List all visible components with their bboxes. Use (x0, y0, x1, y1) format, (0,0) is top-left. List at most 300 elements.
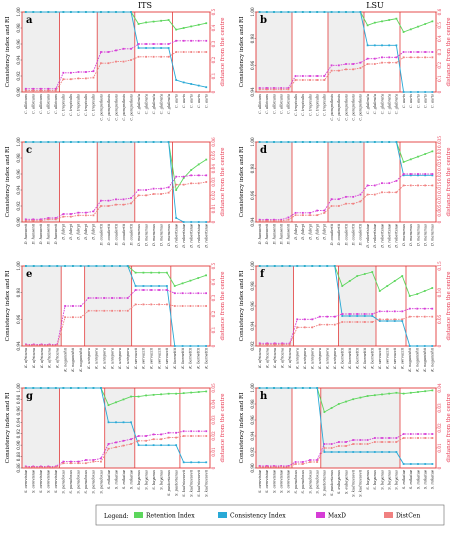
x-tick-label: S. paradoxus (308, 470, 313, 494)
data-point (123, 141, 125, 143)
data-point (288, 11, 290, 13)
right-tick-label: 0.05 (211, 383, 216, 393)
data-point (198, 430, 200, 432)
data-point (138, 189, 140, 191)
legend-swatch-distcen (384, 512, 393, 518)
data-point (266, 88, 268, 90)
x-tick-label: S. cerevisiae (257, 470, 262, 494)
panel-f (239, 261, 452, 373)
x-tick-label: S. paradoxus (76, 470, 81, 494)
x-tick-label: S. pastorianus (174, 470, 179, 496)
x-tick-label: S. mikatae (121, 470, 126, 490)
data-point (324, 141, 326, 143)
data-point (62, 141, 64, 143)
data-point (145, 43, 147, 45)
data-point (360, 11, 362, 13)
x-tick-label: D. hansenii (24, 224, 29, 245)
x-tick-label: D. fabryi (322, 224, 327, 240)
data-point (356, 321, 358, 323)
data-point (88, 310, 90, 312)
data-point (403, 31, 405, 33)
data-point (394, 320, 396, 322)
data-point (309, 387, 311, 389)
data-point (338, 403, 340, 405)
x-tick-label: C. parapsilosis (344, 94, 349, 121)
data-point (324, 451, 326, 453)
data-point (40, 11, 42, 13)
x-tick-label: K. africana (24, 348, 29, 368)
x-tick-label: S. eubayanus (344, 470, 349, 495)
data-point (174, 305, 176, 307)
x-tick-label: S. cerevisiae (286, 470, 291, 494)
x-tick-label: S. paradoxus (84, 470, 89, 494)
x-tick-label: S. kudriavzevii (189, 470, 194, 497)
data-point (108, 443, 110, 445)
data-point (424, 308, 426, 310)
data-point (360, 443, 362, 445)
x-tick-label: S. mikatae (409, 470, 414, 490)
data-point (175, 51, 177, 53)
data-point (205, 435, 207, 437)
data-point (326, 316, 328, 318)
x-tick-label: K. barnettii (196, 348, 201, 369)
data-point (96, 265, 98, 267)
data-point (145, 22, 147, 24)
data-point (62, 72, 64, 74)
left-tick-label: 0.96 (250, 190, 255, 200)
data-point (80, 265, 82, 267)
left-tick-label: 0.96 (250, 301, 255, 311)
x-tick-label: K. servazzii (133, 348, 138, 369)
data-point (183, 176, 185, 178)
data-point (25, 265, 27, 267)
data-point (396, 392, 398, 394)
data-point (160, 444, 162, 446)
data-point (345, 445, 347, 447)
data-point (388, 19, 390, 21)
x-tick-label: S. bayanus (394, 470, 399, 490)
left-tick-label: 0.98 (250, 281, 255, 291)
right-tick-label: 0.1 (211, 72, 216, 80)
right-tick-label: 0.1 (211, 326, 216, 334)
data-point (360, 201, 362, 203)
data-point (316, 75, 318, 77)
data-point (309, 11, 311, 13)
data-point (175, 217, 177, 219)
data-point (166, 304, 168, 306)
data-point (190, 430, 192, 432)
data-point (352, 63, 354, 65)
data-point (296, 265, 298, 267)
data-point (331, 205, 333, 207)
data-point (160, 56, 162, 58)
data-point (100, 51, 102, 53)
data-point (100, 458, 102, 460)
data-point (424, 316, 426, 318)
x-tick-label: K. naganishii (63, 348, 68, 372)
data-point (130, 421, 132, 423)
data-point (367, 194, 369, 196)
data-point (338, 64, 340, 66)
x-tick-label: D. hansenii (272, 224, 277, 245)
data-point (324, 411, 326, 413)
data-point (135, 272, 137, 274)
data-point (410, 437, 412, 439)
data-point (153, 434, 155, 436)
y-axis-label-left: Consistency index and RI (5, 146, 11, 218)
right-tick-label: 0.1 (437, 75, 442, 83)
data-point (388, 182, 390, 184)
data-point (168, 56, 170, 58)
data-point (403, 91, 405, 93)
x-tick-label: K. naganishii (415, 348, 420, 372)
x-tick-label: C. glabrata (387, 94, 392, 115)
x-tick-label: K. servazzii (157, 348, 162, 369)
data-point (352, 196, 354, 198)
x-tick-label: D. fabryi (84, 224, 89, 240)
data-point (145, 47, 147, 49)
data-point (367, 443, 369, 445)
data-point (143, 289, 145, 291)
group-shade (339, 266, 377, 346)
data-point (78, 214, 80, 216)
data-point (381, 56, 383, 58)
data-point (174, 292, 176, 294)
data-point (85, 71, 87, 73)
data-point (123, 399, 125, 401)
right-tick-label: 0.03 (437, 148, 442, 159)
x-tick-label: D. coudertii (129, 224, 134, 246)
x-tick-label: S. cerevisiae (272, 470, 277, 494)
data-point (401, 320, 403, 322)
data-point (205, 274, 207, 276)
data-point (153, 188, 155, 190)
left-tick-label: 0.96 (16, 314, 21, 324)
data-point (352, 68, 354, 70)
data-point (431, 308, 433, 310)
data-point (138, 444, 140, 446)
data-point (135, 304, 137, 306)
legend-swatch-consistency-index (218, 512, 227, 518)
panel-a (5, 7, 226, 121)
x-tick-label: D. maramus (409, 224, 414, 247)
data-point (410, 463, 412, 465)
x-tick-label: C. auris (423, 94, 428, 109)
x-tick-label: D. hansenii (265, 224, 270, 245)
x-tick-label: S. cerevisiae (46, 470, 51, 494)
data-point (259, 387, 261, 389)
left-tick-label: 0.94 (250, 431, 255, 441)
data-point (198, 174, 200, 176)
data-point (64, 305, 66, 307)
data-point (416, 316, 418, 318)
data-point (381, 44, 383, 46)
data-point (205, 221, 207, 223)
x-tick-label: D. maramus (151, 224, 156, 247)
x-tick-label: S. bayanus (380, 470, 385, 490)
data-point (410, 56, 412, 58)
data-point (295, 214, 297, 216)
data-point (138, 435, 140, 437)
data-point (381, 451, 383, 453)
x-tick-label: D. robertsiae (204, 224, 209, 248)
x-tick-label: C. parapsilosis (358, 94, 363, 121)
x-tick-label: C. tropicalis (76, 94, 81, 116)
data-point (130, 396, 132, 398)
right-tick-label: 0.4 (211, 24, 216, 32)
data-point (379, 290, 381, 292)
group-shade (85, 266, 132, 346)
data-point (371, 271, 373, 273)
data-point (85, 78, 87, 80)
x-tick-label: K. unispora (318, 348, 323, 369)
data-point (123, 421, 125, 423)
data-point (64, 265, 66, 267)
data-point (432, 463, 434, 465)
data-point (62, 213, 64, 215)
data-point (115, 11, 117, 13)
data-point (160, 20, 162, 22)
data-point (62, 216, 64, 218)
data-point (153, 193, 155, 195)
group-shade (328, 142, 364, 222)
data-point (108, 62, 110, 64)
x-tick-label: C. tropicalis (69, 94, 74, 116)
data-point (316, 387, 318, 389)
data-point (100, 205, 102, 207)
data-point (40, 90, 42, 92)
right-tick-label: 0.01 (437, 443, 442, 453)
data-point (158, 304, 160, 306)
data-point (32, 88, 34, 90)
data-point (93, 70, 95, 72)
data-point (47, 141, 49, 143)
data-point (295, 79, 297, 81)
data-point (309, 141, 311, 143)
data-point (143, 304, 145, 306)
data-point (41, 265, 43, 267)
data-point (96, 297, 98, 299)
data-point (345, 203, 347, 205)
data-point (309, 214, 311, 216)
data-point (403, 393, 405, 395)
data-point (417, 463, 419, 465)
x-tick-label: C. tropicalis (308, 94, 313, 116)
data-point (345, 141, 347, 143)
data-point (360, 194, 362, 196)
right-tick-label: 0.01 (211, 204, 216, 214)
data-point (302, 214, 304, 216)
data-point (153, 43, 155, 45)
left-tick-label: 1.00 (16, 7, 21, 17)
legend (96, 505, 444, 525)
data-point (138, 194, 140, 196)
data-point (190, 51, 192, 53)
right-tick-label: 0.05 (437, 314, 442, 324)
x-tick-label: K. servazzii (149, 348, 154, 369)
x-tick-label: K. africana (39, 348, 44, 368)
right-tick-label: 0 (211, 466, 216, 470)
panel-letter: h (260, 391, 268, 402)
data-point (108, 404, 110, 406)
data-point (153, 47, 155, 49)
data-point (356, 315, 358, 317)
data-point (72, 316, 74, 318)
left-tick-label: 0.88 (16, 451, 21, 462)
data-point (338, 198, 340, 200)
data-point (374, 185, 376, 187)
data-point (88, 297, 90, 299)
data-point (360, 67, 362, 69)
x-tick-label: K. africana (258, 348, 263, 368)
data-point (352, 443, 354, 445)
data-point (25, 88, 27, 90)
legend-title: Legend: (104, 513, 129, 520)
x-tick-label: S. bayanus (144, 470, 149, 490)
data-point (175, 29, 177, 31)
x-tick-label: C. glabrata (151, 94, 156, 115)
data-point (288, 219, 290, 221)
data-point (93, 461, 95, 463)
y-axis-label-left: Consistency index and RI (239, 270, 245, 342)
data-point (100, 11, 102, 13)
data-point (331, 198, 333, 200)
data-point (338, 141, 340, 143)
left-tick-label: 0.92 (16, 429, 21, 439)
data-point (266, 265, 268, 267)
data-point (324, 79, 326, 81)
data-point (145, 435, 147, 437)
x-tick-label: S. paradoxus (69, 470, 74, 494)
panel-letter: a (26, 15, 33, 26)
right-tick-label: 0.2 (437, 61, 442, 69)
data-point (288, 387, 290, 389)
data-point (410, 185, 412, 187)
data-point (388, 441, 390, 443)
data-point (416, 345, 418, 347)
data-point (175, 393, 177, 395)
data-point (32, 90, 34, 92)
data-point (352, 451, 354, 453)
x-tick-label: D. fabryi (69, 224, 74, 240)
data-point (62, 78, 64, 80)
legend-swatch-maxd (316, 512, 325, 518)
right-tick-label: 0.005 (437, 204, 442, 217)
data-point (49, 265, 51, 267)
data-point (394, 280, 396, 282)
data-point (205, 86, 207, 88)
data-point (153, 438, 155, 440)
data-point (47, 218, 49, 220)
data-point (331, 447, 333, 449)
data-point (396, 56, 398, 58)
data-point (96, 310, 98, 312)
left-tick-label: 1.00 (16, 383, 21, 393)
data-point (70, 72, 72, 74)
data-point (356, 313, 358, 315)
right-tick-label: 0.01 (211, 447, 216, 457)
data-point (381, 394, 383, 396)
data-point (47, 90, 49, 92)
data-point (396, 437, 398, 439)
right-tick-label: 0.3 (211, 40, 216, 48)
data-point (130, 202, 132, 204)
data-point (93, 77, 95, 79)
data-point (360, 62, 362, 64)
data-point (417, 51, 419, 53)
data-point (432, 437, 434, 439)
x-tick-label: D. fabryi (301, 224, 306, 240)
data-point (417, 185, 419, 187)
x-tick-label: S. pastorianus (322, 470, 327, 496)
right-tick-label: 0 (211, 220, 216, 224)
data-point (190, 182, 192, 184)
data-point (417, 56, 419, 58)
data-point (309, 79, 311, 81)
data-point (417, 156, 419, 158)
legend-swatch-retention-index (134, 512, 143, 518)
right-tick-label: 0.02 (211, 190, 216, 200)
left-tick-label: 0.96 (250, 415, 255, 425)
data-point (331, 141, 333, 143)
data-point (32, 141, 34, 143)
data-point (119, 310, 121, 312)
data-point (360, 451, 362, 453)
data-point (32, 466, 34, 468)
data-point (374, 44, 376, 46)
data-point (153, 444, 155, 446)
data-point (396, 44, 398, 46)
right-tick-label: 0 (211, 344, 216, 348)
data-point (302, 75, 304, 77)
x-tick-label: K. africana (32, 348, 37, 368)
data-point (78, 212, 80, 214)
x-tick-label: D. fabryi (91, 224, 96, 240)
x-tick-label: S. mikatae (106, 470, 111, 490)
data-point (190, 40, 192, 42)
data-point (403, 173, 405, 175)
data-point (70, 78, 72, 80)
x-tick-label: C. auris (174, 94, 179, 109)
data-point (93, 387, 95, 389)
data-point (302, 461, 304, 463)
right-tick-label: 0.02 (211, 431, 216, 441)
data-point (123, 445, 125, 447)
data-point (62, 387, 64, 389)
data-point (205, 305, 207, 307)
y-axis-label-left: Consistency index and RI (239, 146, 245, 218)
data-point (316, 461, 318, 463)
x-tick-label: S. mikatae (430, 470, 435, 490)
data-point (153, 141, 155, 143)
panel-letter: e (26, 269, 33, 280)
data-point (374, 141, 376, 143)
data-point (47, 466, 49, 468)
x-tick-label: D. maramus (159, 224, 164, 247)
y-axis-label-right: distance from the centre (446, 271, 452, 341)
data-point (338, 70, 340, 72)
data-point (403, 161, 405, 163)
x-tick-label: K. unispora (126, 348, 131, 369)
data-point (205, 430, 207, 432)
data-point (70, 141, 72, 143)
left-tick-label: 0.94 (250, 87, 255, 97)
panels-group (5, 7, 452, 497)
x-tick-label: C. albicans (257, 94, 262, 114)
data-point (160, 43, 162, 45)
x-tick-label: C. glabrata (373, 94, 378, 115)
data-point (160, 47, 162, 49)
